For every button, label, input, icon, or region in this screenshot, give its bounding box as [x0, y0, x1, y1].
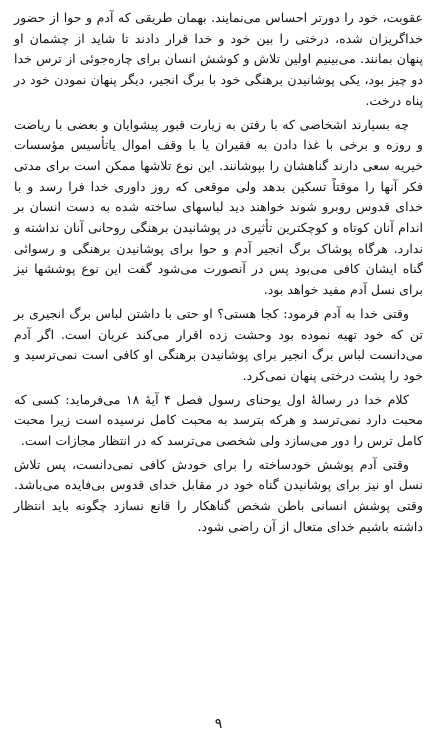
paragraph-2: چه بسیارند اشخاصی که با رفتن به زیارت قبور پیشوایان و بعضی با ریاضت و روزه و برخی با غذا دادن به فقیران یا با وقف اموال یاتأسیس مؤسسات خیریه سعی دارند گناهشان را بپوشانند. این نوع تلاشها ممکن است برای مدتی فکر آنها را موقتاً تسکین بدهد ولی موقعی که روز داوری خدا فرا رسد و با خدای قدوس روبرو شوند خواهند دید لباسهای ساخته شده به دست انسان بر اندام آنان کوتاه و کوچکترین تأثیری در پوشانیدن برهنگی روحانی آنان نداشته و ندارد. هرگاه پوشاک برگ انجیر آدم و حوا برای پوشانیدن برهنگی و رسوائی گناه ایشان کافی می‌بود پس در آنصورت می‌شود گفت این نوع پوششها نیز برای نسل آدم مفید خواهد بود. — [14, 116, 423, 298]
page-number: ۹ — [214, 716, 223, 732]
paragraph-4: کلام خدا در رسالهٔ اول یوحنای رسول فصل ۴ آیهٔ ۱۸ می‌فرماید: کسی که محبت دارد نمی‌ترسد و هرکه بترسد به محبت کامل نرسیده است زیرا محبت کامل ترس را دور می‌سازد ولی شخصی می‌ترسد که در انتظار مجازات است. — [14, 391, 423, 449]
paragraph-3: وقتی خدا به آدم فرمود: کجا هستی؟ او حتی با داشتن لباس برگ انجیری بر تن که خود تهیه نموده بود وحشت زده اقرار می‌کند عریان است. اگر آدم می‌دانست لباس برگ انجیر برای پوشانیدن برهنگی او کافی است نمی‌ترسید و خود را پشت درختی پنهان نمی‌کرد. — [14, 305, 423, 383]
paragraph-5: وقتی آدم پوشش خودساخته را برای خودش کافی نمی‌دانست، پس تلاش نسل او نیز برای پوشانیدن گناه خود در مقابل خدای قدوس بی‌فایده می‌باشد. وقتی پوشش انسانی باطن شخص گناهکار را قانع نسازد چگونه باید انتظار داشته باشیم خدای متعال از آن راضی شود. — [14, 456, 423, 534]
paragraph-1: عقوبت، خود را دورتر احساس می‌نمایند. بهمان طریقی که آدم و حوا از حضور خداگریزان شده، درختی را بین خود و خدا قرار دادند تا شاید از چشمان او پنهان بمانند. می‌بینیم اولین تلاش و کوشش انسان برای چاره‌جوئی از ترس خدا دو چیز بود، یکی پوشانیدن برهنگی خود با برگ انجیر، دیگر پنهان نمودن خود در پناه درخت. — [14, 10, 423, 108]
document-page — [14, 8, 423, 541]
